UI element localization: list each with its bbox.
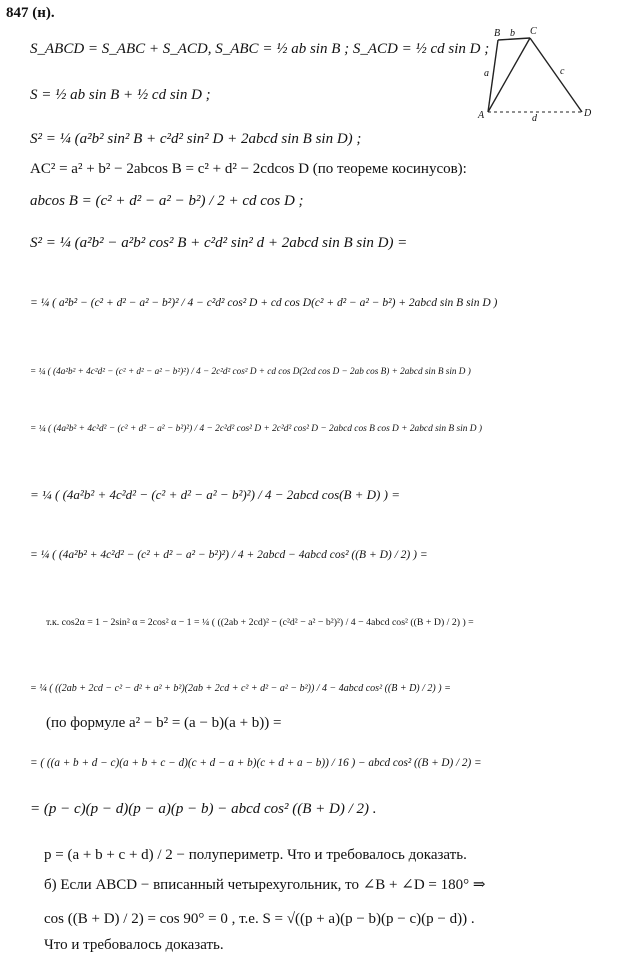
formula-line-1: S_ABCD = S_ABC + S_ACD, S_ABC = ½ ab sin B ; S_ACD = ½ cd sin D ; (30, 41, 490, 57)
label-b: b (510, 28, 515, 39)
formula-line-18: б) Если ABCD − вписанный четырехугольник, то ∠B + ∠D = 180° ⇒ (44, 877, 486, 893)
formula-line-9: = ¼ ( (4a²b² + 4c²d² − (c² + d² − a² − b²)²) / 4 − 2c²d² cos² D + 2c²d² cos² D − 2abcd cos B cos D + 2abcd sin B sin D ) (30, 424, 482, 434)
formula-line-10: = ¼ ( (4a²b² + 4c²d² − (c² + d² − a² − b²)²) / 4 − 2abcd cos(B + D) ) = (30, 487, 400, 502)
formula-line-4: AC² = a² + b² − 2abcos B = c² + d² − 2cdcos D (по теореме косинусов): (30, 161, 467, 177)
formula-line-13: = ¼ ( ((2ab + 2cd − c² − d² + a² + b²)(2ab + 2cd + c² + d² − a² − b²)) / 4 − 4abcd cos² ((B + D) / 2) ) = (30, 683, 451, 694)
formula-line-12: т.к. cos2α = 1 − 2sin² α = 2cos² α − 1 = ¼ ( ((2ab + 2cd)² − (c²d² − a² − b²)²) / 4 − 4abcd cos² ((B + D) / 2) ) = (46, 617, 474, 628)
label-a: a (484, 68, 489, 79)
formula-line-8: = ¼ ( (4a²b² + 4c²d² − (c² + d² − a² − b²)²) / 4 − 2c²d² cos² D + cd cos D(2cd cos D − 2ab cos B) + 2abcd sin B sin D ) (30, 366, 471, 376)
label-C: C (530, 26, 537, 37)
formula-line-11: = ¼ ( (4a²b² + 4c²d² − (c² + d² − a² − b²)²) / 4 + 2abcd − 4abcd cos² ((B + D) / 2) ) = (30, 549, 428, 561)
problem-number: 847 (н). (6, 5, 55, 21)
formula-line-7: = ¼ ( a²b² − (c² + d² − a² − b²)² / 4 − c²d² cos² D + cd cos D(c² + d² − a² − b²) + 2abcd sin B sin D ) (30, 297, 498, 309)
label-D: D (584, 108, 592, 119)
formula-line-19: cos ((B + D) / 2) = cos 90° = 0 , т.е. S = √((p + a)(p − b)(p − c)(p − d)) . (44, 911, 475, 927)
formula-line-14: (по формуле a² − b² = (a − b)(a + b)) = (46, 715, 282, 731)
formula-line-17: p = (a + b + c + d) / 2 − полупериметр. Что и требовалось доказать. (44, 847, 467, 863)
label-c: c (560, 66, 565, 77)
formula-line-5: abcos B = (c² + d² − a² − b²) / 2 + cd cos D ; (30, 193, 304, 209)
formula-line-20: Что и требовалось доказать. (44, 937, 224, 953)
label-A: A (478, 110, 485, 121)
formula-line-16: = (p − c)(p − d)(p − a)(p − b) − abcd cos² ((B + D) / 2) . (30, 801, 377, 817)
formula-line-3: S² = ¼ (a²b² sin² B + c²d² sin² D + 2abcd sin B sin D) ; (30, 131, 362, 147)
label-B: B (494, 28, 501, 39)
quadrilateral-figure (470, 24, 620, 124)
formula-line-15: = ( ((a + b + d − c)(a + b + c − d)(c + d − a + b)(c + d + a − b)) / 16 ) − abcd cos² ((B + D) / 2) = (30, 757, 482, 769)
formula-line-6: S² = ¼ (a²b² − a²b² cos² B + c²d² sin² d + 2abcd sin B sin D) = (30, 235, 408, 251)
label-d: d (532, 113, 537, 124)
formula-line-2: S = ½ ab sin B + ½ cd sin D ; (30, 87, 211, 103)
